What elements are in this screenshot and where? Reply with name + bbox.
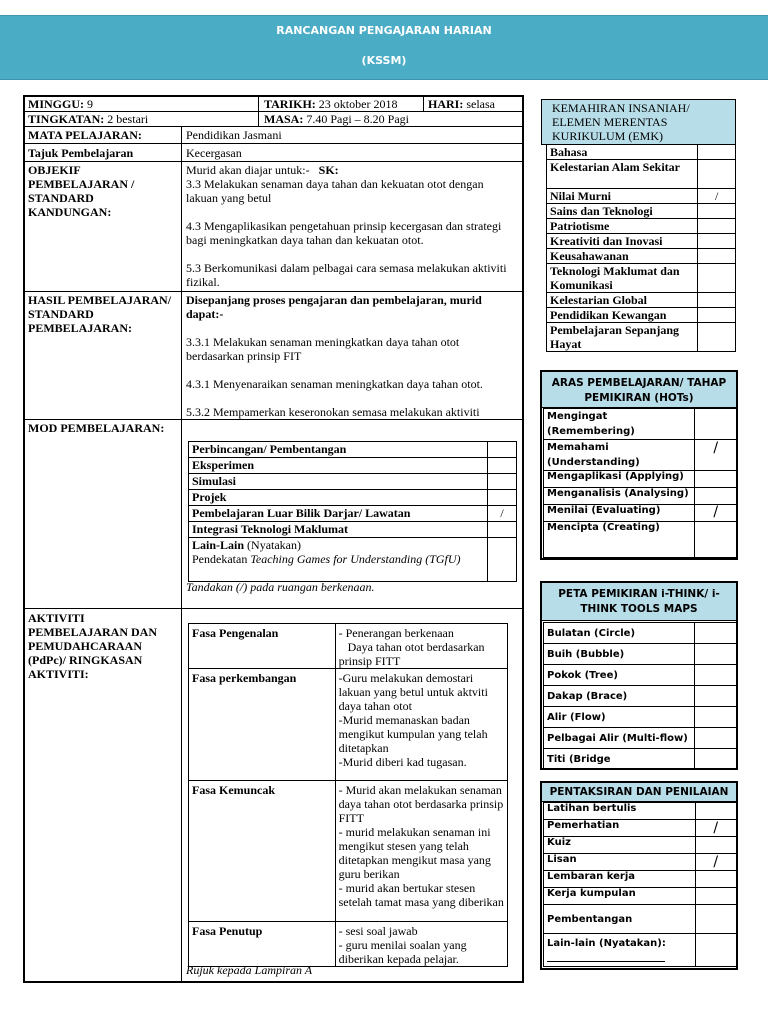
aras-checkbox[interactable]: / [695, 440, 737, 471]
mod-row: Perbincangan/ Pembentangan [189, 442, 517, 458]
emk-row: Nilai Murni / [547, 189, 736, 204]
pentaksiran-row: Lembaran kerja [544, 871, 737, 888]
tajuk-value: Kecergasan [186, 146, 242, 160]
emk-row: Patriotisme [547, 219, 736, 234]
aras-row: Mengaplikasi (Applying) [544, 471, 737, 488]
mod-label: MOD PEMBELAJARAN: [28, 421, 165, 435]
fasa-footnote: Rujuk kepada Lampiran A [186, 963, 313, 977]
emk-checkbox[interactable] [698, 264, 736, 293]
objektif-item: 3.3 Melakukan senaman daya tahan dan kekuatan otot dengan lakuan yang betul [186, 177, 484, 205]
mod-table [188, 441, 517, 582]
pentaksiran-checkbox[interactable] [695, 905, 736, 934]
aras-row: Menganalisis (Analysing) [544, 488, 737, 505]
mod-row: Eksperimen [189, 458, 517, 474]
emk-title: KEMAHIRAN INSANIAH/ ELEMEN MERENTAS KURIKULUM (EMK) [541, 99, 736, 145]
pentaksiran-checkbox[interactable]: / [695, 820, 736, 837]
peta-row: Bulatan (Circle) [544, 623, 737, 644]
aras-checkbox[interactable] [695, 409, 737, 440]
hari-value: selasa [466, 97, 495, 111]
fasa-table [188, 623, 508, 967]
aktiviti-label: AKTIVITI PEMBELAJARAN DAN PEMUDAHCARAAN (PdPc)/ RINGKASAN AKTIVITI: [28, 611, 157, 681]
hasil-content [186, 293, 516, 419]
emk-row: Kelestarian Global [547, 293, 736, 308]
pentaksiran-checkbox[interactable] [695, 888, 736, 905]
mod-checkbox[interactable] [488, 442, 517, 458]
emk-checkbox[interactable] [698, 219, 736, 234]
fasa-row: Fasa Penutup - sesi soal jawab - guru menilai soalan yang diberikan kepada pelajar. [189, 922, 508, 967]
mod-checkbox[interactable] [488, 474, 517, 490]
tingkatan-field: TINGKATAN: 2 bestari [28, 112, 149, 126]
pentaksiran-row: Lain-lain (Nyatakan): [544, 934, 737, 967]
peta-checkbox[interactable] [695, 707, 737, 728]
aras-checkbox[interactable] [695, 471, 737, 488]
objektif-item: 5.3 Berkomunikasi dalam pelbagai cara semasa melakukan aktiviti fizikal. [186, 261, 507, 289]
pentaksiran-row: Kuiz [544, 837, 737, 854]
minggu-field: MINGGU: 9 [28, 97, 93, 111]
mod-row-lain: Lain-Lain (Nyatakan) Pendekatan Teaching Games for Understanding (TGfU) [189, 538, 517, 582]
emk-checkbox[interactable] [698, 204, 736, 219]
peta-row: Dakap (Brace) [544, 686, 737, 707]
emk-checkbox[interactable] [698, 160, 736, 189]
banner-subtitle: (KSSM) [361, 54, 407, 67]
emk-row: Pendidikan Kewangan [547, 308, 736, 323]
objektif-content: Murid akan diajar untuk:- SK: 3.3 Melakukan senaman daya tahan dan kekuatan otot dengan lakuan yang betul 4.3 Mengaplikasikan pengetahuan prinsip kecergasan dan strategi bagi meningkatkan daya tahan dan kekuatan otot. 5.3 Berkomunikasi dalam pelbagai cara semasa melakukan aktiviti fizikal. [186, 163, 516, 289]
hasil-intro: Disepanjang proses pengajaran dan pembelajaran, murid dapat:- [186, 293, 482, 321]
fasa-row: Fasa Kemuncak - Murid akan melakukan senaman daya tahan otot berdasarka prinsip FITT - murid melakukan senaman ini mengikut stesen yang telah ditetapkan mengikut masa yang guru berikan - murid akan bertukar stesen setelah tamat masa yang diberikan [189, 781, 508, 922]
tarikh-value: 23 oktober 2018 [318, 97, 398, 111]
peta-row: Titi (Bridge [544, 749, 737, 770]
pentaksiran-row: Latihan bertulis [544, 803, 737, 820]
emk-checkbox[interactable] [698, 293, 736, 308]
emk-table [546, 144, 736, 352]
aras-title: ARAS PEMBELAJARAN/ TAHAP PEMIKIRAN (HOTs) [541, 371, 737, 408]
pentaksiran-checkbox[interactable] [695, 803, 736, 820]
aras-checkbox[interactable]: / [695, 505, 737, 522]
peta-row: Pelbagai Alir (Multi-flow) [544, 728, 737, 749]
peta-checkbox[interactable] [695, 749, 737, 770]
tarikh-field: TARIKH: 23 oktober 2018 [264, 97, 398, 111]
emk-row: Keusahawanan [547, 249, 736, 264]
pentaksiran-row: Pembentangan [544, 905, 737, 934]
mod-row: Projek [189, 490, 517, 506]
masa-value: 7.40 Pagi – 8.20 Pagi [306, 112, 409, 126]
mod-row: Simulasi [189, 474, 517, 490]
pentaksiran-row: Kerja kumpulan [544, 888, 737, 905]
tajuk-label: Tajuk Pembelajaran [28, 146, 134, 160]
minggu-value: 9 [87, 97, 93, 111]
tingkatan-value: 2 bestari [107, 112, 149, 126]
emk-row: Bahasa [547, 145, 736, 160]
pentaksiran-table [543, 802, 737, 967]
aras-row: Menilai (Evaluating) / [544, 505, 737, 522]
emk-checkbox[interactable] [698, 234, 736, 249]
aras-row: Mencipta (Creating) [544, 522, 737, 558]
emk-row: Teknologi Maklumat dan Komunikasi [547, 264, 736, 293]
emk-row: Kreativiti dan Inovasi [547, 234, 736, 249]
peta-checkbox[interactable] [695, 728, 737, 749]
peta-checkbox[interactable] [695, 665, 737, 686]
fasa-row: Fasa perkembangan -Guru melakukan demostari lakuan yang betul untuk aktviti daya tahan otot -Murid memanaskan badan mengikut kumpulan yang telah ditetapkan -Murid diberi kad tugasan. [189, 669, 508, 781]
peta-title: PETA PEMIKIRAN i-THINK/ i-THINK TOOLS MAPS [541, 582, 737, 621]
emk-checkbox[interactable] [698, 145, 736, 160]
emk-checkbox[interactable] [698, 323, 736, 352]
emk-row: Kelestarian Alam Sekitar [547, 160, 736, 189]
peta-table [543, 622, 737, 770]
mod-row: Pembelajaran Luar Bilik Darjar/ Lawatan / [189, 506, 517, 522]
objektif-item: 4.3 Mengaplikasikan pengetahuan prinsip kecergasan dan strategi bagi meningkatkan daya tahan dan kekuatan otot. [186, 219, 502, 247]
emk-checkbox[interactable] [698, 308, 736, 323]
hari-field: HARI: selasa [428, 97, 495, 111]
lain-lain-blank-line[interactable] [547, 961, 665, 962]
peta-row: Pokok (Tree) [544, 665, 737, 686]
hasil-item: 4.3.1 Menyenaraikan senaman meningkatkan daya tahan otot. [186, 377, 483, 391]
aras-row: Memahami (Understanding) / [544, 440, 737, 471]
mod-checkbox[interactable]: / [488, 506, 517, 522]
mod-row: Integrasi Teknologi Maklumat [189, 522, 517, 538]
objektif-label: OBJEKIF PEMBELAJARAN / STANDARD KANDUNGAN: [28, 163, 135, 219]
peta-row: Alir (Flow) [544, 707, 737, 728]
peta-row: Buih (Bubble) [544, 644, 737, 665]
peta-checkbox[interactable] [695, 623, 737, 644]
hasil-label: HASIL PEMBELAJARAN/ STANDARD PEMBELAJARAN: [28, 293, 172, 335]
peta-checkbox[interactable] [695, 644, 737, 665]
pentaksiran-checkbox[interactable] [695, 871, 736, 888]
mata-pelajaran-value: Pendidikan Jasmani [186, 128, 282, 142]
mod-checkbox[interactable] [488, 538, 517, 582]
banner-title: RANCANGAN PENGAJARAN HARIAN [276, 24, 492, 37]
pentaksiran-checkbox[interactable] [695, 934, 736, 967]
emk-checkbox[interactable]: / [698, 189, 736, 204]
pentaksiran-row: Lisan / [544, 854, 737, 871]
mata-pelajaran-label: MATA PELAJARAN: [28, 128, 142, 142]
peta-checkbox[interactable] [695, 686, 737, 707]
pentaksiran-checkbox[interactable] [695, 837, 736, 854]
hasil-item: 3.3.1 Melakukan senaman meningkatkan daya tahan otot berdasarkan prinsip FIT [186, 335, 460, 363]
mod-footnote: Tandakan (/) pada ruangan berkenaan. [186, 580, 375, 594]
pentaksiran-checkbox[interactable]: / [695, 854, 736, 871]
masa-field: MASA: 7.40 Pagi – 8.20 Pagi [264, 112, 409, 126]
emk-checkbox[interactable] [698, 249, 736, 264]
emk-row: Pembelajaran Sepanjang Hayat [547, 323, 736, 352]
aras-row: Mengingat (Remembering) [544, 409, 737, 440]
pentaksiran-row: Pemerhatian / [544, 820, 737, 837]
fasa-row: Fasa Pengenalan - Penerangan berkenaan Daya tahan otot berdasarkan prinsip FITT [189, 624, 508, 669]
emk-row: Sains dan Teknologi [547, 204, 736, 219]
hasil-item: 5.3.2 Mempamerkan keseronokan semasa melakukan aktiviti [186, 405, 480, 419]
aras-checkbox[interactable] [695, 488, 737, 505]
mod-checkbox[interactable] [488, 522, 517, 538]
mod-checkbox[interactable] [488, 458, 517, 474]
aras-table [543, 408, 737, 558]
pentaksiran-title: PENTAKSIRAN DAN PENILAIAN [541, 782, 737, 802]
mod-checkbox[interactable] [488, 490, 517, 506]
aras-checkbox[interactable] [695, 522, 737, 558]
